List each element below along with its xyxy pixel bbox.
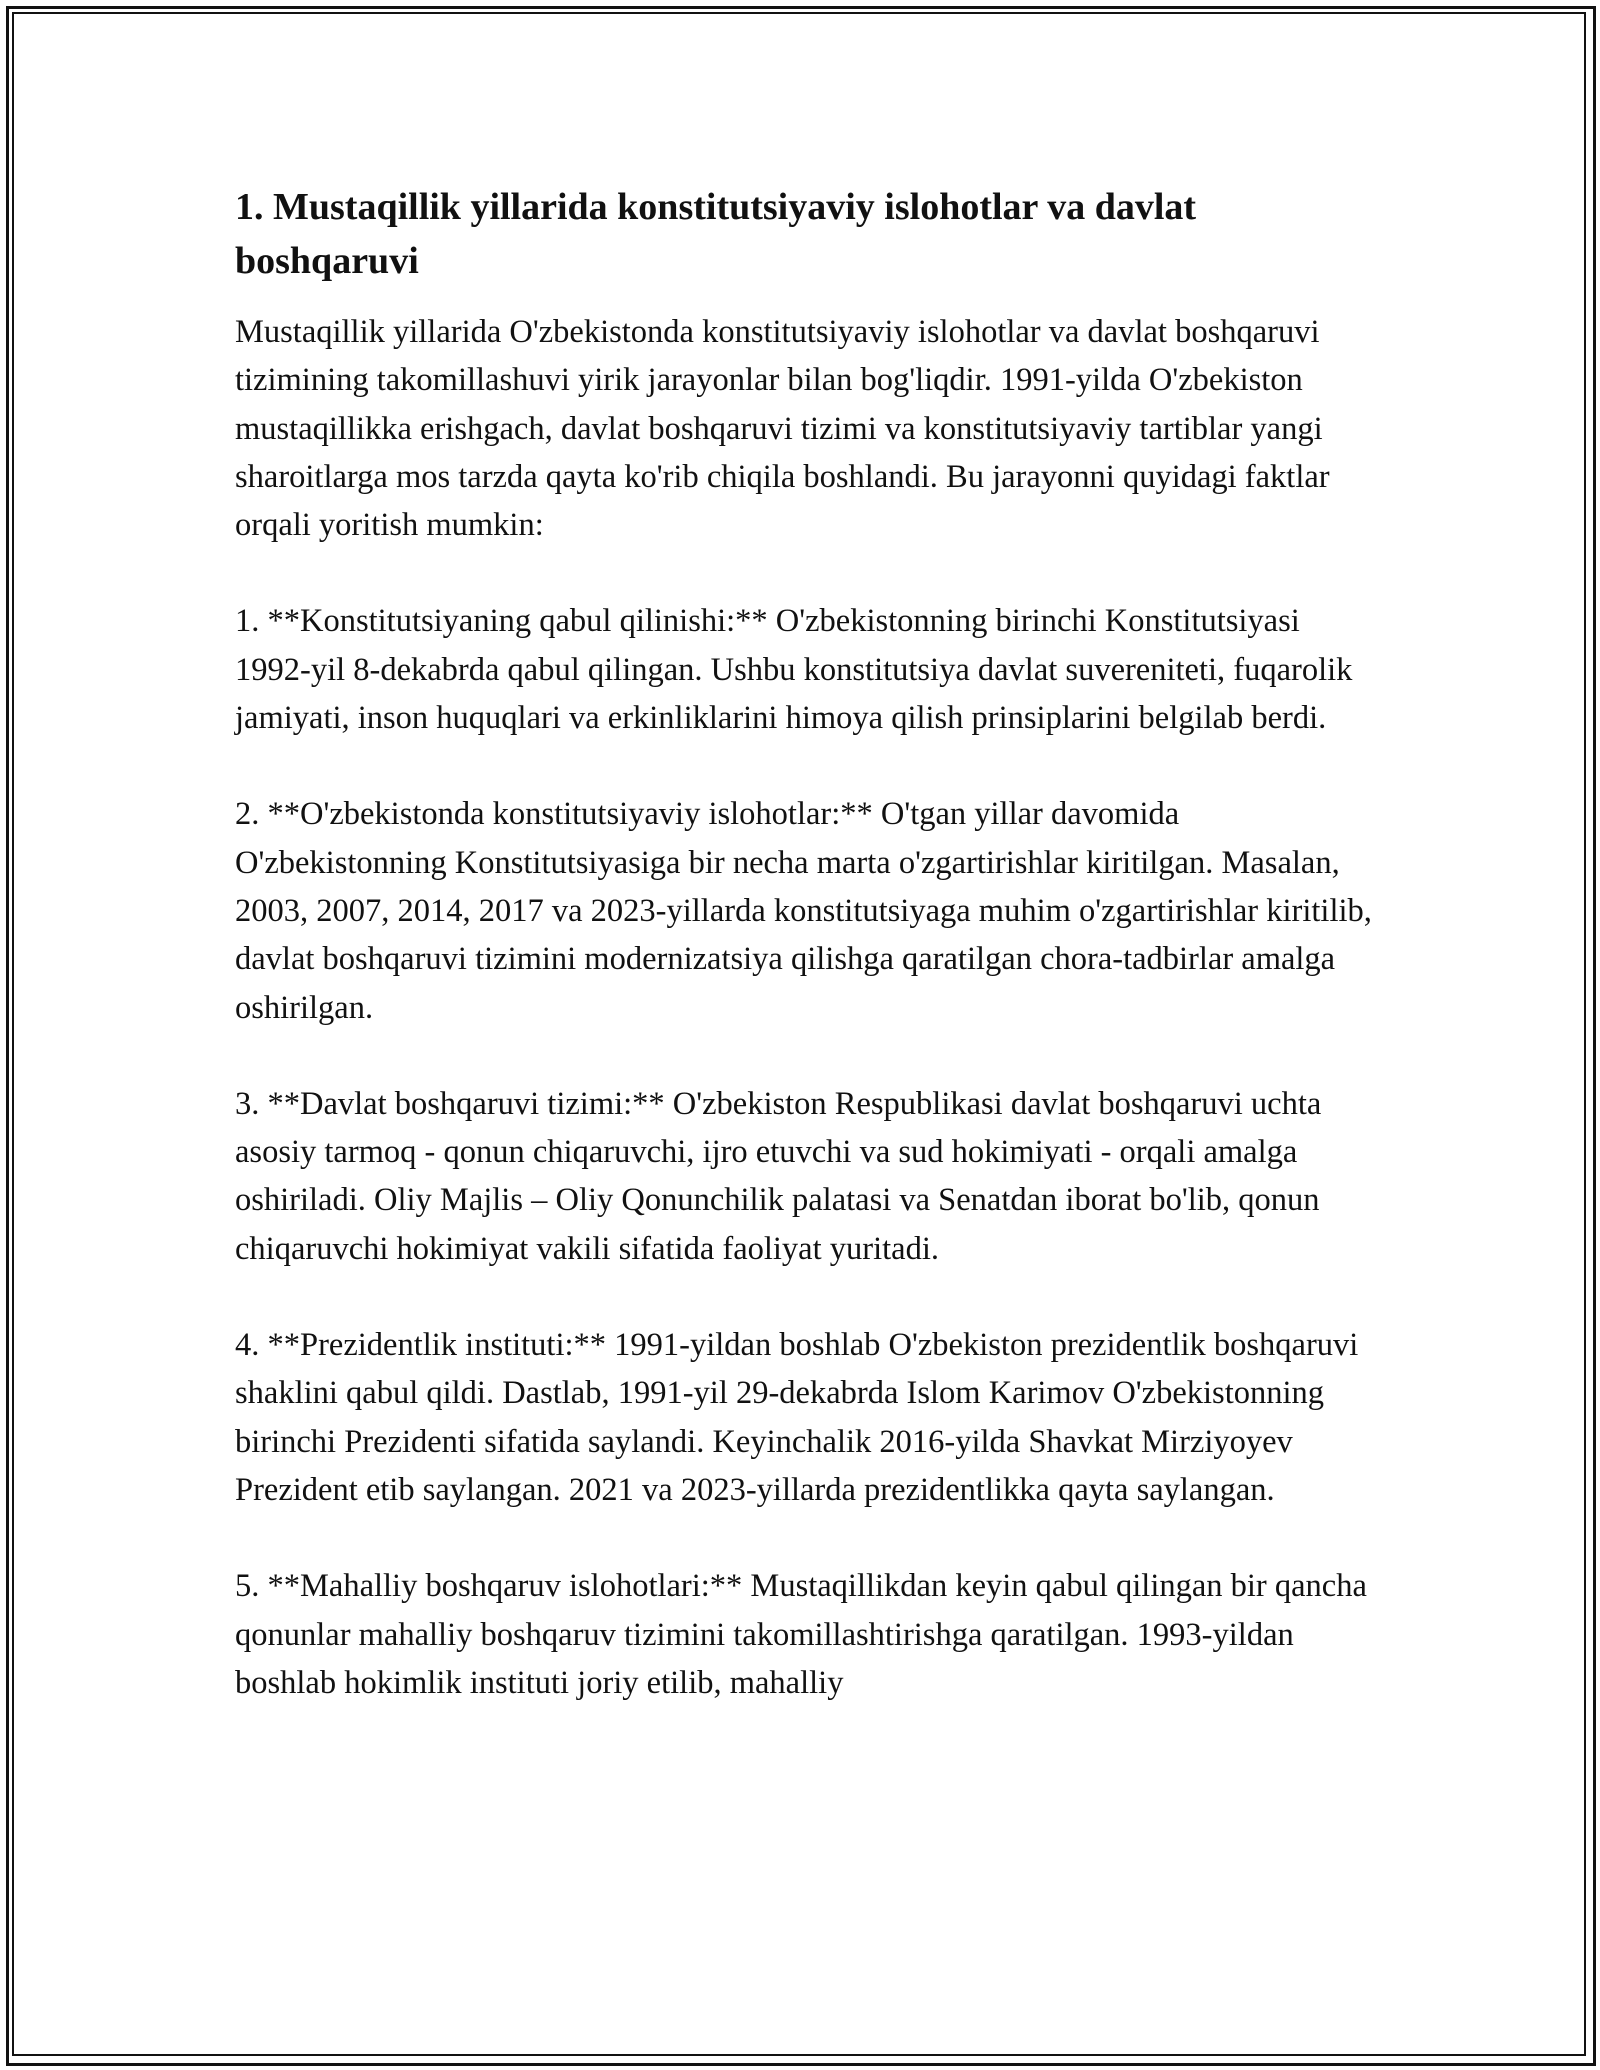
list-item-1: 1. **Konstitutsiyaning qabul qilinishi:** O'zbekistonning birinchi Konstitutsiyasi 1992-yil 8-dekabrda qabul qilingan. Ushbu konstitutsiya davlat suvereniteti, fuqarolik jamiyati, inson huquqlari va erkinliklarini himoya qilish prinsiplarini belgilab berdi.: [235, 603, 1353, 737]
list-item-3: 3. **Davlat boshqaruvi tizimi:** O'zbekiston Respublikasi davlat boshqaruvi uchta asosiy tarmoq - qonun chiqaruvchi, ijro etuvchi va sud hokimiyati - orqali amalga oshiriladi. Oliy Majlis – Oliy Qonunchilik palatasi va Senatdan iborat bo'lib, qonun chiqaruvchi hokimiyat vakili sifatida faoliyat yuritadi.: [235, 1085, 1322, 1267]
list-item-5: 5. **Mahalliy boshqaruv islohotlari:** Mustaqillikdan keyin qabul qilingan bir qancha qonunlar mahalliy boshqaruv tizimini takomillashtirishga qaratilgan. 1993-yildan boshlab hokimlik instituti joriy etilib, mahalliy: [235, 1568, 1367, 1701]
document-title: 1. Mustaqillik yillarida konstitutsiyaviy islohotlar va davlat boshqaruvi: [235, 186, 1197, 282]
document-body: [235, 180, 1375, 1707]
list-item-2: 2. **O'zbekistonda konstitutsiyaviy islohotlar:** O'tgan yillar davomida O'zbekistonning Konstitutsiyasiga bir necha marta o'zgartirishlar kiritilgan. Masalan, 2003, 2007, 2014, 2017 va 2023-yillarda konstitutsiyaga muhim o'zgartirishlar kiritilib, davlat boshqaruvi tizimini modernizatsiya qilishga qaratilgan chora-tadbirlar amalga oshirilgan.: [235, 796, 1372, 1026]
intro-paragraph: Mustaqillik yillarida O'zbekistonda konstitutsiyaviy islohotlar va davlat boshqaruvi tizimining takomillashuvi yirik jarayonlar bilan bog'liqdir. 1991-yilda O'zbekiston mustaqillikka erishgach, davlat boshqaruvi tizimi va konstitutsiyaviy tartiblar yangi sharoitlarga mos tarzda qayta ko'rib chiqila boshlandi. Bu jarayonni quyidagi faktlar orqali yoritish mumkin:: [235, 314, 1330, 544]
list-item-4: 4. **Prezidentlik instituti:** 1991-yildan boshlab O'zbekiston prezidentlik boshqaruvi shaklini qabul qildi. Dastlab, 1991-yil 29-dekabrda Islom Karimov O'zbekistonning birinchi Prezidenti sifatida saylandi. Keyinchalik 2016-yilda Shavkat Mirziyoyev Prezident etib saylangan. 2021 va 2023-yillarda prezidentlikka qayta saylangan.: [235, 1327, 1359, 1508]
